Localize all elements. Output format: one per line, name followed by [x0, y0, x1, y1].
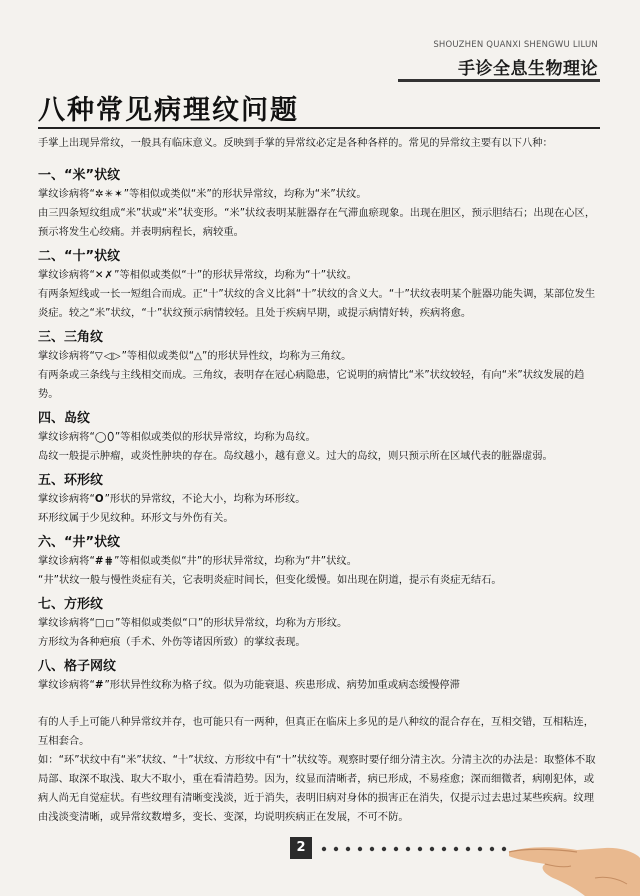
- section-definition: 掌纹诊病将“✕✗”等相似或类似“十”的形状异常纹，均称为“十”状纹。: [38, 269, 357, 281]
- section-mi-pattern: [38, 167, 600, 242]
- pattern-symbols: #: [94, 679, 105, 691]
- section-title: 二、“十”状纹: [38, 249, 121, 264]
- section-cross-pattern: [38, 248, 600, 323]
- pattern-symbols: ✲✳✶: [94, 188, 124, 200]
- section-ring-pattern: [38, 472, 600, 528]
- section-definition: 掌纹诊病将“□◻”等相似或类似“口”的形状异常纹，均称为方形纹。: [38, 617, 348, 629]
- section-description: 有两条或三条线与主线相交而成。三角纹，表明存在冠心病隐患，它说明的病情比“米”状纹较轻，有向“米”状纹发展的趋势。: [38, 369, 585, 400]
- article-body: [38, 134, 600, 827]
- pattern-symbols: ◯⬯: [94, 431, 115, 443]
- section-description: 方形纹为各种疤痕（手术、外伤等诸因所致）的掌纹表现。: [38, 636, 306, 648]
- section-definition: 掌纹诊病将“#⋕”等相似或类似“井”的形状异常纹，均称为“井”状纹。: [38, 555, 357, 567]
- intro-paragraph: 手掌上出现异常纹，一般具有临床意义。反映到手掌的异常纹必定是各种各样的。常见的异常纹主要有以下八种：: [38, 137, 553, 149]
- section-square-pattern: [38, 596, 600, 652]
- section-well-pattern: [38, 534, 600, 590]
- summary-paragraph: 如：“环”状纹中有“米”状纹、“十”状纹、方形纹中有“十”状纹等。观察时要仔细分清主次。分清主次的办法是：取整体不取局部、取深不取浅、取大不取小，重在看清趋势。因为，纹显而清晰者，病已形成，不易痊愈；深而细微者，病刚犯体，或病人尚无自觉症状。有些纹理有清晰变浅淡，近于消失，表明旧病对身体的损害正在消失，仅提示过去患过某些疾病。纹理由浅淡变清晰，或异常纹数增多，变长、变深，均说明疾病正在发展，不可不防。: [38, 754, 596, 823]
- section-definition: 掌纹诊病将“O”形状的异常纹，不论大小，均称为环形纹。: [38, 493, 306, 505]
- section-title: 四、岛纹: [38, 411, 91, 426]
- pattern-symbols: O: [94, 493, 105, 505]
- section-title: 三、三角纹: [38, 330, 104, 345]
- section-definition: 掌纹诊病将“▽◁▷”等相似或类似“△”的形状异性纹，均称为三角纹。: [38, 350, 352, 362]
- section-title: 五、环形纹: [38, 473, 104, 488]
- book-title: 手诊全息生物理论: [458, 59, 598, 79]
- page-number: 2: [290, 837, 312, 859]
- summary-paragraph: 有的人手上可能八种异常纹并存，也可能只有一两种，但真正在临床上多见的是八种纹的混合存在，互相交错，互相粘连，互相套合。: [38, 716, 595, 747]
- section-definition: 掌纹诊病将“✲✳✶”等相似或类似“米”的形状异常纹，均称为“米”状纹。: [38, 188, 367, 200]
- section-description: 有两条短线或一长一短组合而成。正“十”状纹的含义比斜“十”状纹的含义大。“十”状纹表明某个脏器功能失调，某部位发生炎症。较之“米”状纹，“十”状纹预示病情较轻。且处于疾病早期，或提示病情好转，疾病将愈。: [38, 288, 596, 319]
- page-footer: [0, 832, 640, 896]
- section-description: 由三四条短纹组成“米”状或“米”状变形。“米”状纹表明某脏器存在气滞血瘀现象。出现在胆区，预示胆结石；出现在心区，预示将发生心绞痛。并表明病程长，病较重。: [38, 207, 596, 238]
- pattern-symbols: #⋕: [94, 555, 115, 567]
- section-description: 岛纹一般提示肿瘤，或炎性肿块的存在。岛纹越小，越有意义。过大的岛纹，则只预示所在区域代表的脏器虚弱。: [38, 450, 553, 462]
- book-subtitle: SHOUZHEN QUANXI SHENGWU LILUN: [433, 40, 598, 50]
- section-triangle-pattern: [38, 329, 600, 404]
- pattern-symbols: □◻: [94, 617, 116, 629]
- section-definition: 掌纹诊病将“#”形状异性纹称为格子纹。似为功能衰退、疾患形成、病势加重或病态缓慢停滞: [38, 679, 460, 691]
- pointing-hand-icon: [505, 838, 640, 896]
- page-title: 八种常见病理纹问题: [38, 95, 299, 126]
- summary: [38, 713, 600, 827]
- section-grid-pattern: [38, 658, 600, 695]
- title-divider: [38, 127, 600, 129]
- section-description: “井”状纹一般与慢性炎症有关，它表明炎症时间长，但变化缓慢。如出现在阴道，提示有炎症无结石。: [38, 574, 502, 586]
- section-title: 一、“米”状纹: [38, 168, 121, 183]
- section-description: 环形纹属于少见纹种。环形文与外伤有关。: [38, 512, 234, 524]
- section-title: 八、格子网纹: [38, 659, 117, 674]
- section-definition: 掌纹诊病将“◯⬯”等相似或类似的形状异常纹，均称为岛纹。: [38, 431, 316, 443]
- header-divider: [398, 79, 600, 82]
- section-title: 七、方形纹: [38, 597, 104, 612]
- pattern-symbols: ▽◁▷: [94, 350, 122, 362]
- section-title: 六、“井”状纹: [38, 535, 121, 550]
- dotted-leader: [320, 846, 520, 852]
- pattern-symbols: ✕✗: [94, 269, 115, 281]
- section-island-pattern: [38, 410, 600, 466]
